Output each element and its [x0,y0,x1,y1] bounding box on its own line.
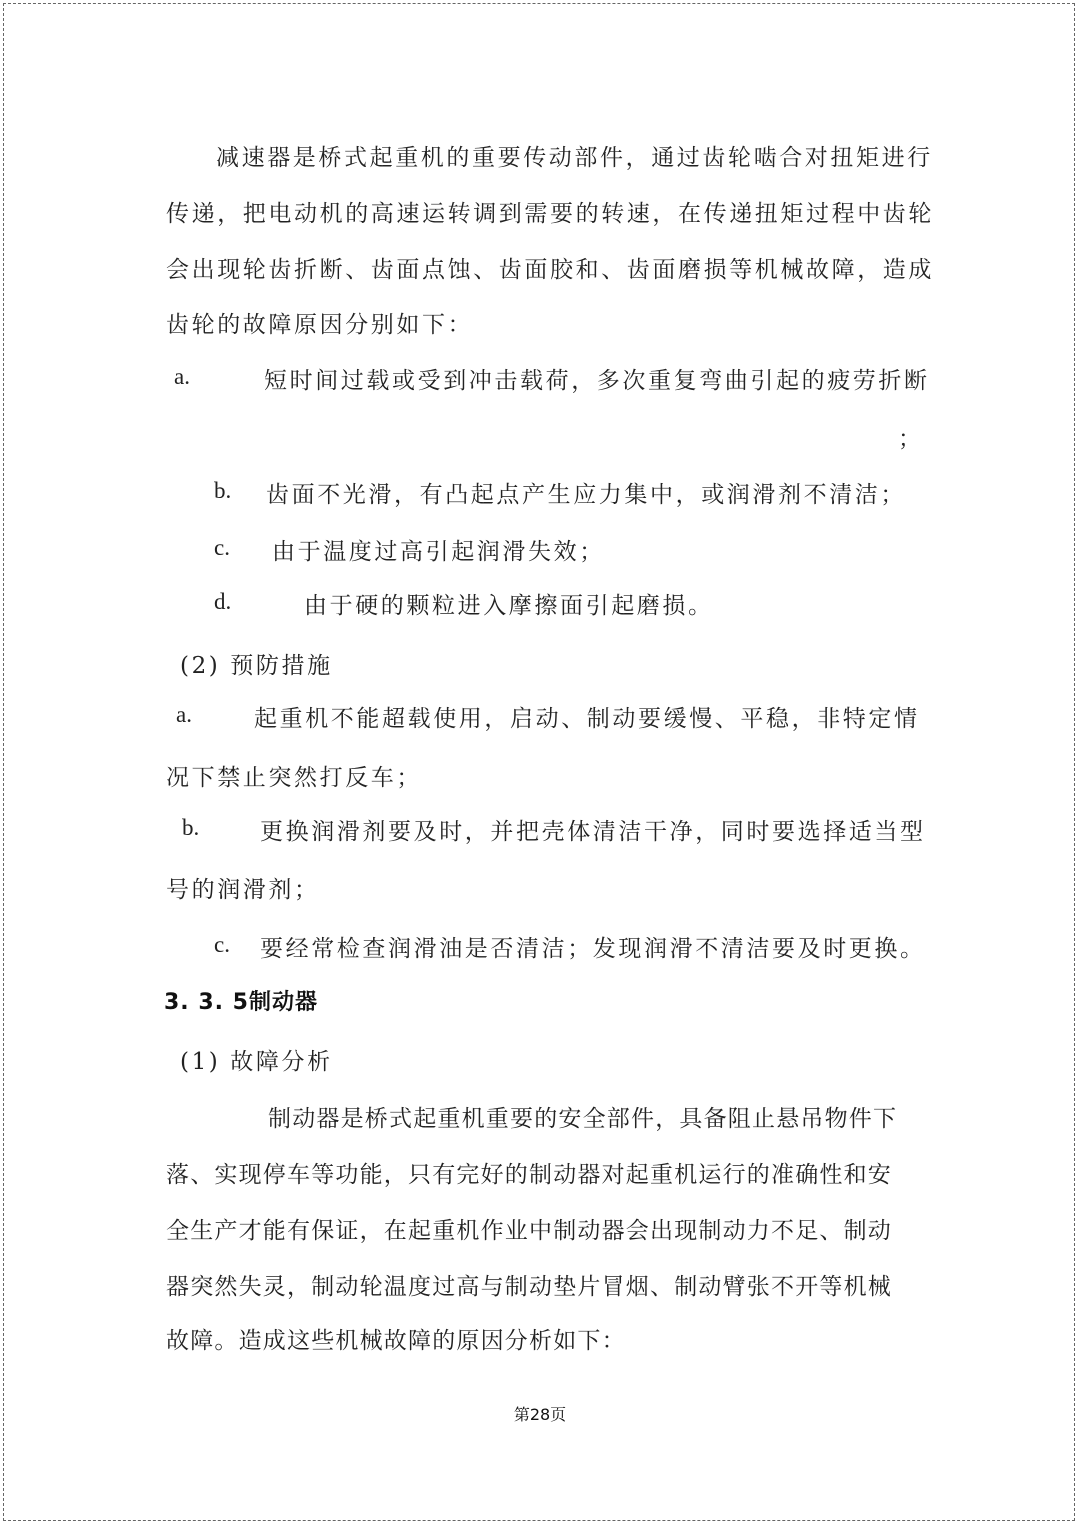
list-item-continuation: 况下禁止突然打反车； [166,765,422,791]
paragraph-line: 会出现轮齿折断、齿面点蚀、齿面胶和、齿面磨损等机械故障，造成 [166,257,934,283]
list-marker: a. [174,364,190,389]
subsection-title: (1) 故障分析 [180,1049,333,1075]
list-item-text: 更换润滑剂要及时，并把壳体清洁干净，同时要选择适当型 [260,819,926,845]
paragraph-line: 落、实现停车等功能，只有完好的制动器对起重机运行的准确性和安 [166,1162,892,1188]
paragraph-line: 器突然失灵，制动轮温度过高与制动垫片冒烟、制动臂张不开等机械 [166,1274,892,1300]
list-item-continuation: 号的润滑剂； [166,877,320,903]
list-marker: c. [214,535,230,560]
subsection-title: (2) 预防措施 [180,653,333,679]
list-marker: d. [214,589,232,614]
list-item-text: 短时间过载或受到冲击载荷，多次重复弯曲引起的疲劳折断 [264,368,930,394]
list-item-text: 齿面不光滑，有凸起点产生应力集中，或润滑剂不清洁； [266,482,906,508]
list-item-text: 由于温度过高引起润滑失效； [272,539,605,565]
list-marker: a. [176,702,192,727]
document-page [3,3,1075,1521]
list-marker: c. [214,932,230,957]
list-marker: b. [182,815,200,840]
page-number: 第28页 [513,1405,567,1424]
paragraph-line: 减速器是桥式起重机的重要传动部件，通过齿轮啮合对扭矩进行 [216,145,933,171]
paragraph-line: 传递，把电动机的高速运转调到需要的转速，在传递扭矩过程中齿轮 [166,201,934,227]
list-item-text: 由于硬的颗粒进入摩擦面引起磨损。 [304,593,714,619]
paragraph-line: 全生产才能有保证，在起重机作业中制动器会出现制动力不足、制动 [166,1218,892,1244]
paragraph-line: 齿轮的故障原因分别如下： [166,312,474,338]
paragraph-line: 制动器是桥式起重机重要的安全部件，具备阻止悬吊物件下 [268,1106,898,1132]
list-item-tail: ； [898,426,924,452]
list-item-text: 要经常检查润滑油是否清洁；发现润滑不清洁要及时更换。 [260,936,926,962]
section-heading: 3. 3. 5制动器 [164,990,318,1015]
list-item-text: 起重机不能超载使用，启动、制动要缓慢、平稳，非特定情 [254,706,920,732]
list-marker: b. [214,478,232,503]
paragraph-line: 故障。造成这些机械故障的原因分析如下： [166,1328,626,1354]
